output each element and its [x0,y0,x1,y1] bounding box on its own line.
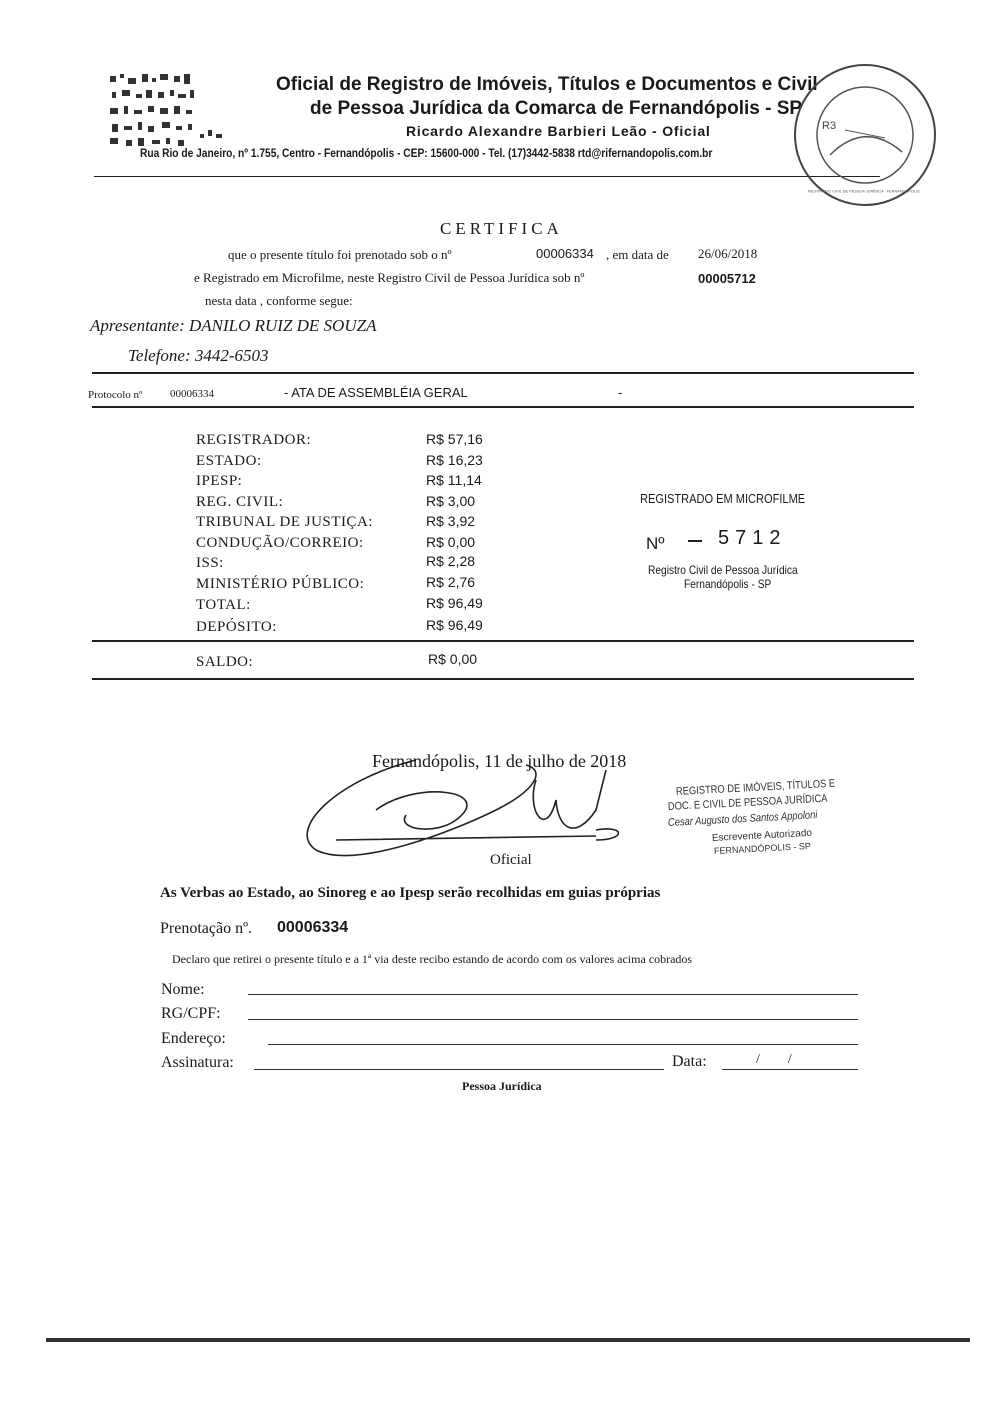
prenotacao-number: 00006334 [277,919,349,936]
fee-label: IPESP: [196,473,243,489]
fee-value: R$ 96,49 [426,617,483,633]
form-rgcpf-label: RG/CPF: [161,1005,221,1022]
fee-value: R$ 16,23 [426,452,483,468]
fee-label: TRIBUNAL DE JUSTIÇA: [196,514,373,530]
fee-value: R$ 2,28 [426,553,476,569]
form-nome-label: Nome: [161,981,205,998]
header-officer: Ricardo Alexandre Barbieri Leão - Oficial [406,123,711,139]
clerk-stamp-line3: Cesar Augusto dos Santos Appoloni [667,809,818,829]
clerk-stamp-line2: DOC. E CIVIL DE PESSOA JURÍDICA [667,792,828,813]
header-address: Rua Rio de Janeiro, nº 1.755, Centro - Fernandópolis - CEP: 15600-000 - Tel. (17)3442-5838 rtd@rifernandopolis.com.br [140,146,713,160]
verbas-note: As Verbas ao Estado, ao Sinoreg e ao Ipesp serão recolhidas em guias próprias [160,885,661,901]
protocolo-bottom-rule [92,406,914,408]
form-nome-line[interactable] [248,994,858,995]
signature-place-date: Fernandópolis, 11 de julho de 2018 [372,751,627,771]
footer-label: Pessoa Jurídica [462,1079,542,1093]
bottom-rule [46,1338,970,1342]
fee-value: R$ 2,76 [426,574,476,590]
clerk-stamp-line1: REGISTRO DE IMÓVEIS, TÍTULOS E [675,777,836,798]
form-assinatura-label: Assinatura: [161,1054,234,1071]
fee-value: R$ 96,49 [426,595,483,611]
microfilme-number: 5712 [718,527,787,549]
certifica-heading: CERTIFICA [440,219,563,238]
protocolo-label: Protocolo nº [88,389,143,401]
qr-code-icon [108,72,232,152]
saldo-bottom-rule [92,678,914,680]
prenotacao-label: Prenotação nº. [160,920,253,937]
microfilme-line1: Registro Civil de Pessoa Jurídica [648,563,798,577]
fee-label: ISS: [196,555,224,571]
certifica-line2: e Registrado em Microfilme, neste Registro Civil de Pessoa Jurídica sob nº [194,270,585,285]
fee-value: R$ 11,14 [426,472,482,488]
fee-label: ESTADO: [196,453,262,469]
saldo-top-rule [92,640,914,642]
microfilme-dash [688,540,702,542]
form-assinatura-line[interactable] [254,1069,664,1070]
apresentante: Apresentante: DANILO RUIZ DE SOUZA [90,316,377,335]
fee-label: CONDUÇÃO/CORREIO: [196,535,364,551]
clerk-stamp-line4: Escrevente Autorizado [711,827,813,844]
form-data-line[interactable] [722,1069,858,1070]
microfilme-no-label: Nº [646,534,665,553]
form-data-label: Data: [672,1053,707,1070]
certifica-line1-prefix: que o presente título foi prenotado sob o nº [228,247,452,262]
fee-label: REGISTRADOR: [196,432,312,448]
protocolo-top-rule [92,372,914,374]
fee-label: TOTAL: [196,597,251,613]
certifica-date: 26/06/2018 [698,246,758,261]
fee-value: R$ 0,00 [426,534,476,550]
certifica-line1 [228,247,452,263]
fee-label: DEPÓSITO: [196,619,277,635]
certifica-prenotacao-number: 00006334 [536,246,594,261]
microfilme-line2: Fernandópolis - SP [684,577,772,591]
fee-value: R$ 3,92 [426,513,476,529]
header-title-line2: de Pessoa Jurídica da Comarca de Fernandópolis - SP [310,98,803,119]
fee-value: R$ 3,00 [426,493,476,509]
protocolo-trailing: - [618,385,623,400]
seal-inner-text: R3 [822,120,837,132]
fee-label: MINISTÉRIO PÚBLICO: [196,576,365,592]
certifica-registro-number: 00005712 [698,271,756,286]
form-endereco-label: Endereço: [161,1030,226,1047]
fee-value: R$ 57,16 [426,431,483,447]
header-title-line1: Oficial de Registro de Imóveis, Títulos e Documentos e Civil [276,74,818,95]
form-endereco-line[interactable] [268,1044,858,1045]
certifica-line3: nesta data , conforme segue: [205,293,353,308]
header-rule [94,176,880,177]
saldo-label: SALDO: [196,654,254,670]
protocolo-number: 00006334 [170,388,214,400]
fee-label: REG. CIVIL: [196,494,284,510]
clerk-stamp-line5: FERNANDÓPOLIS - SP [713,840,812,856]
saldo-value: R$ 0,00 [428,651,478,667]
form-rgcpf-line[interactable] [248,1019,858,1020]
form-data-slashes: / / [756,1052,792,1067]
seal-stamp [790,60,940,210]
protocolo-description: - ATA DE ASSEMBLÉIA GERAL [284,385,468,400]
microfilme-title: REGISTRADO EM MICROFILME [640,491,806,506]
signature-role: Oficial [490,852,532,868]
telefone: Telefone: 3442-6503 [128,346,269,365]
certifica-line1-mid: , em data de [606,247,669,262]
seal-text: RESTRITIVO CIVIL DE PESSOA JURÍDICA · FERNANDÓPOLIS [808,189,920,194]
declaration: Declaro que retirei o presente título e a 1ª via deste recibo estando de acordo com os valores acima cobrados [172,952,693,966]
